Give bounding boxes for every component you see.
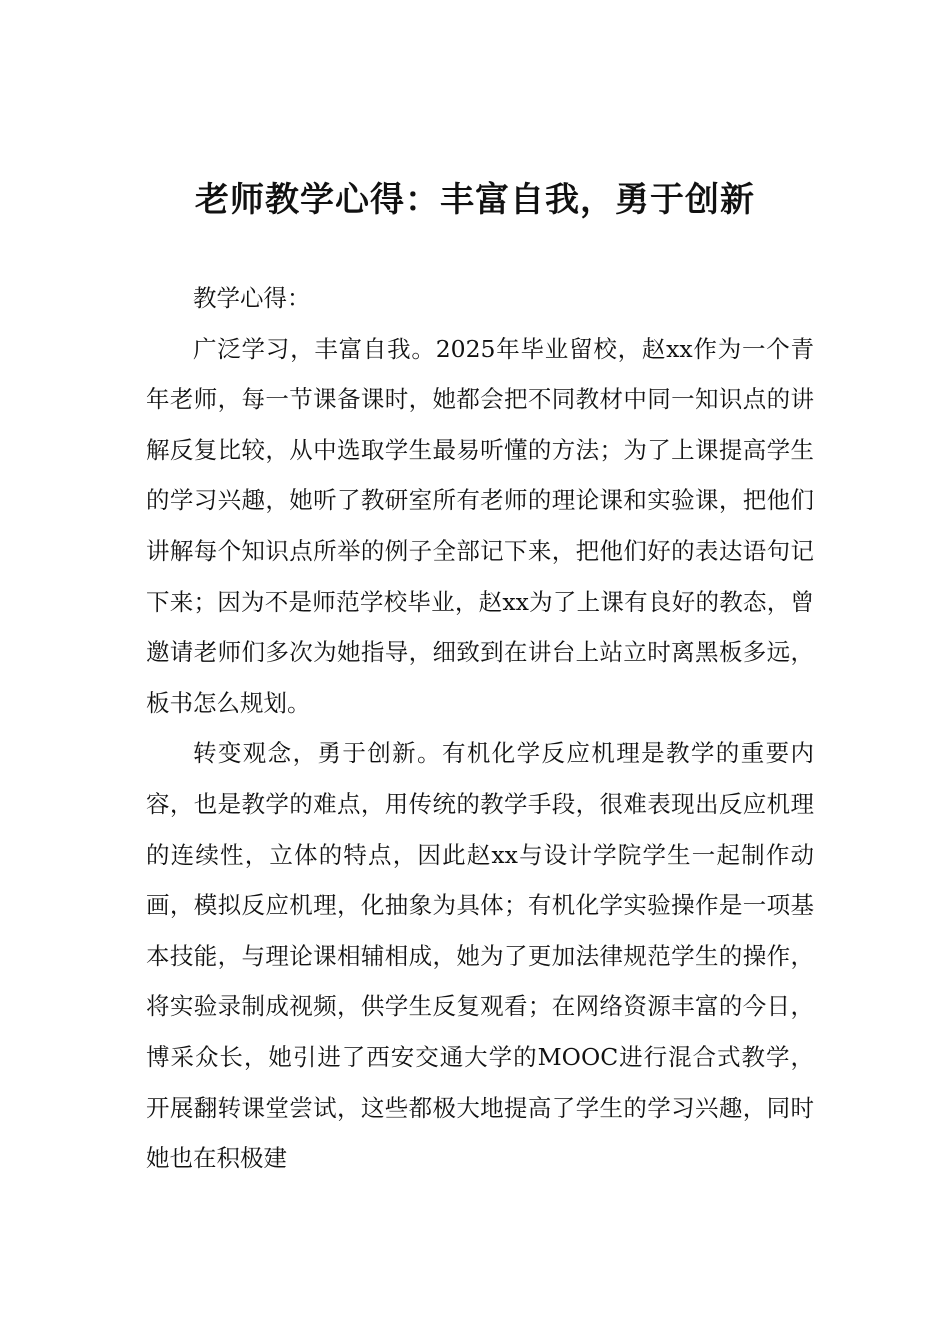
paragraph-innovation: 转变观念，勇于创新。有机化学反应机理是教学的重要内容，也是教学的难点，用传统的教学手段，很难表现出反应机理的连续性，立体的特点，因此赵xx与设计学院学生一起制作动画，模拟反应机理，化抽象为具体；有机化学实验操作是一项基本技能，与理论课相辅相成，她为了更加法律规范学生的操作，将实验录制成视频，供学生反复观看；在网络资源丰富的今日，博采众长，她引进了西安交通大学的MOOC进行混合式教学，开展翻转课堂尝试，这些都极大地提高了学生的学习兴趣，同时她也在积极建 [146,739,814,1173]
document-title: 老师教学心得：丰富自我，勇于创新 [195,180,755,220]
paragraph-heading: 教学心得： [193,284,311,312]
document-body [146,273,814,1184]
paragraph-broad-learning: 广泛学习，丰富自我。2025年毕业留校，赵xx作为一个青年老师，每一节课备课时，她都会把不同教材中同一知识点的讲解反复比较，从中选取学生最易听懂的方法；为了上课提高学生的学习兴趣，她听了教研室所有老师的理论课和实验课，把他们讲解每个知识点所举的例子全部记下来，把他们好的表达语句记下来；因为不是师范学校毕业，赵xx为了上课有良好的教态，曾邀请老师们多次为她指导，细致到在讲台上站立时离黑板多远，板书怎么规划。 [146,334,814,717]
